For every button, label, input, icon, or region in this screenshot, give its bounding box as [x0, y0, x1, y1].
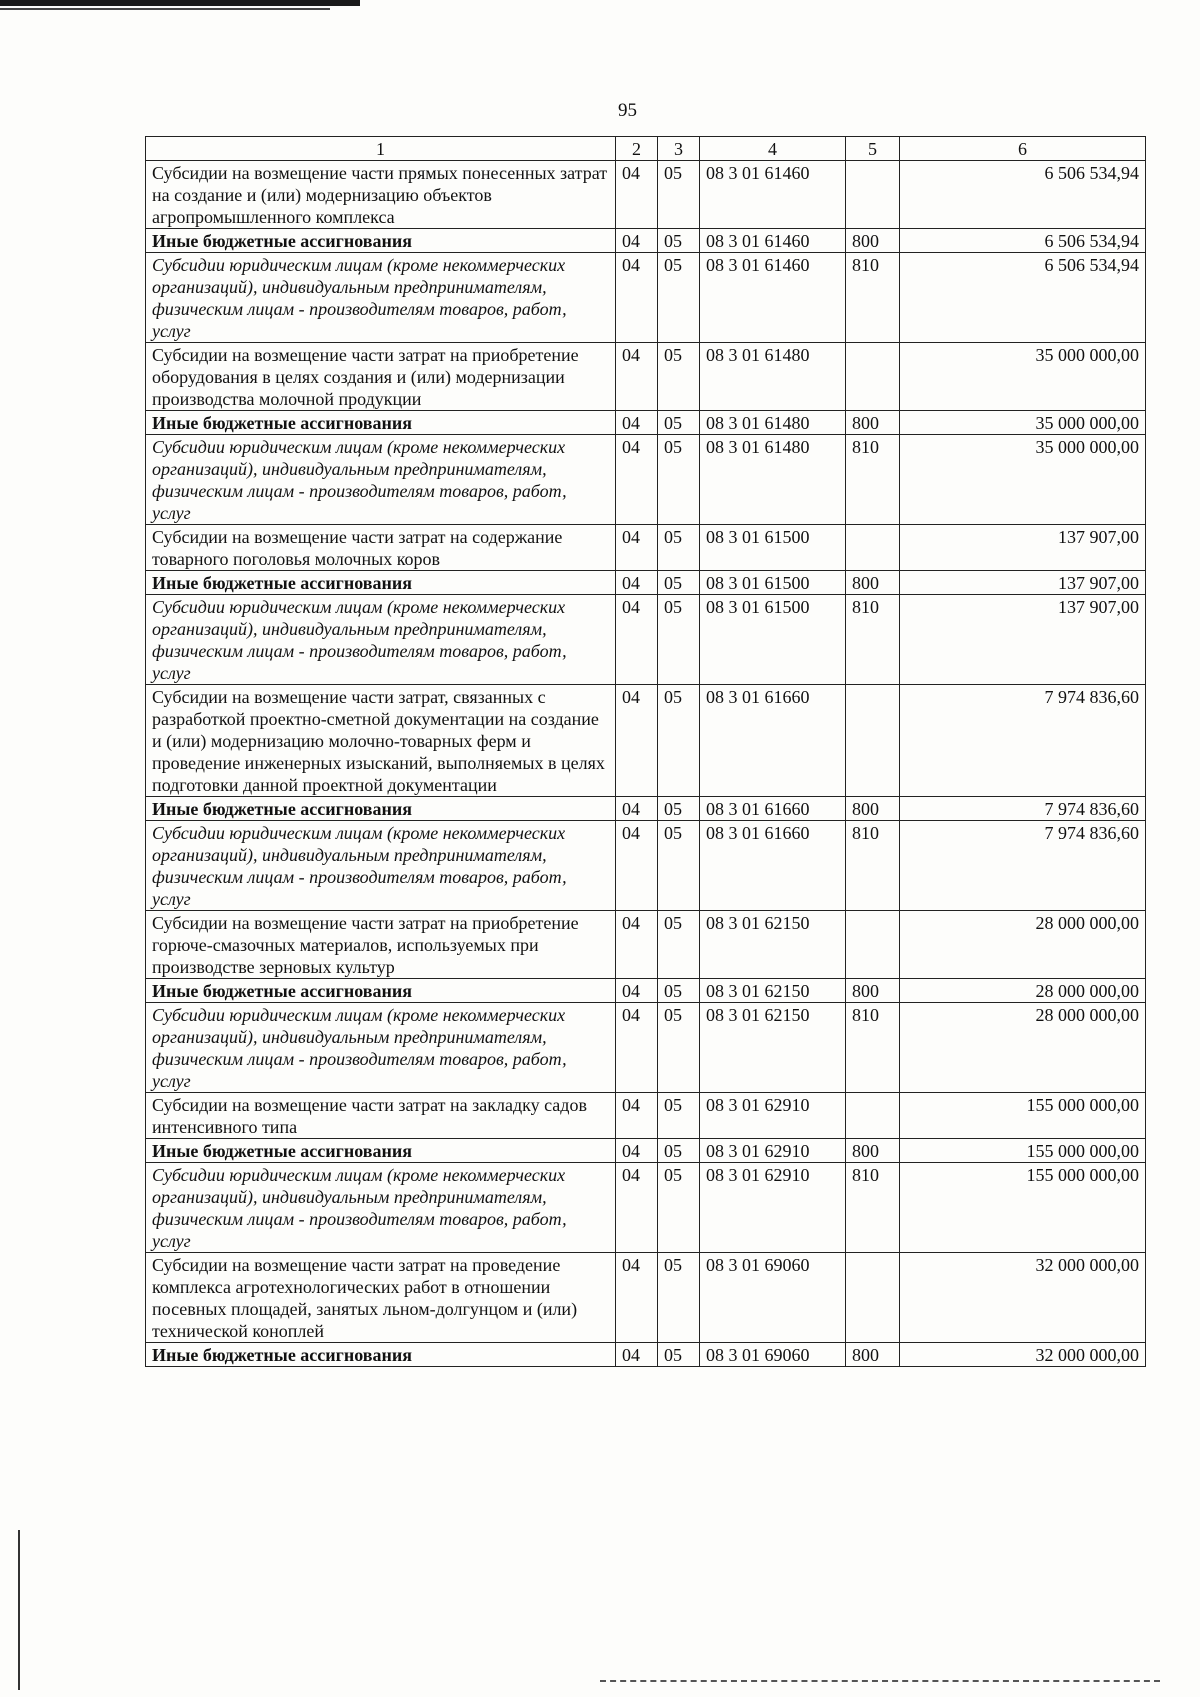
table-row — [146, 229, 1146, 253]
row-amount: 28 000 000,00 — [900, 911, 1146, 979]
row-section: 04 — [616, 229, 658, 253]
row-expense-type: 800 — [846, 797, 900, 821]
row-name: Субсидии юридическим лицам (кроме некоммерческих организаций), индивидуальным предпринимателям, физическим лицам - производителям товаров, работ, услуг — [146, 821, 616, 911]
row-target-code: 08 3 01 61660 — [700, 685, 846, 797]
row-amount: 137 907,00 — [900, 595, 1146, 685]
row-amount: 28 000 000,00 — [900, 1003, 1146, 1093]
row-amount: 35 000 000,00 — [900, 411, 1146, 435]
row-amount: 137 907,00 — [900, 525, 1146, 571]
row-subsection: 05 — [658, 595, 700, 685]
table-row — [146, 411, 1146, 435]
row-subsection: 05 — [658, 571, 700, 595]
row-expense-type: 800 — [846, 571, 900, 595]
row-target-code: 08 3 01 61660 — [700, 797, 846, 821]
table-row — [146, 821, 1146, 911]
header-col-6: 6 — [900, 137, 1146, 161]
row-expense-type — [846, 685, 900, 797]
row-name: Иные бюджетные ассигнования — [146, 1343, 616, 1367]
row-expense-type — [846, 161, 900, 229]
row-subsection: 05 — [658, 435, 700, 525]
row-target-code: 08 3 01 61500 — [700, 525, 846, 571]
row-amount: 35 000 000,00 — [900, 435, 1146, 525]
row-name: Иные бюджетные ассигнования — [146, 411, 616, 435]
table-row — [146, 797, 1146, 821]
row-name: Иные бюджетные ассигнования — [146, 1139, 616, 1163]
row-expense-type: 810 — [846, 821, 900, 911]
table-row — [146, 343, 1146, 411]
row-expense-type: 810 — [846, 595, 900, 685]
row-subsection: 05 — [658, 685, 700, 797]
row-section: 04 — [616, 1139, 658, 1163]
row-target-code: 08 3 01 61480 — [700, 411, 846, 435]
scan-artifact-line — [0, 8, 330, 10]
row-expense-type: 800 — [846, 979, 900, 1003]
row-name: Субсидии на возмещение части затрат на содержание товарного поголовья молочных коров — [146, 525, 616, 571]
row-expense-type: 800 — [846, 229, 900, 253]
row-name: Иные бюджетные ассигнования — [146, 229, 616, 253]
row-subsection: 05 — [658, 979, 700, 1003]
scan-artifact-edge — [18, 1530, 20, 1690]
row-section: 04 — [616, 979, 658, 1003]
row-name: Субсидии юридическим лицам (кроме некоммерческих организаций), индивидуальным предпринимателям, физическим лицам - производителям товаров, работ, услуг — [146, 435, 616, 525]
table-row — [146, 253, 1146, 343]
row-subsection: 05 — [658, 343, 700, 411]
row-name: Субсидии юридическим лицам (кроме некоммерческих организаций), индивидуальным предпринимателям, физическим лицам - производителям товаров, работ, услуг — [146, 595, 616, 685]
row-expense-type — [846, 911, 900, 979]
row-name: Субсидии юридическим лицам (кроме некоммерческих организаций), индивидуальным предпринимателям, физическим лицам - производителям товаров, работ, услуг — [146, 1163, 616, 1253]
row-section: 04 — [616, 911, 658, 979]
row-section: 04 — [616, 1163, 658, 1253]
row-target-code: 08 3 01 61480 — [700, 435, 846, 525]
row-target-code: 08 3 01 69060 — [700, 1253, 846, 1343]
row-name: Субсидии на возмещение части затрат, связанных с разработкой проектно-сметной документации на создание и (или) модернизацию молочно-товарных ферм и проведение инженерных изысканий, выполняемых в целях подготовки данной проектной документации — [146, 685, 616, 797]
row-name: Субсидии на возмещение части затрат на приобретение горюче-смазочных материалов, используемых при производстве зерновых культур — [146, 911, 616, 979]
row-target-code: 08 3 01 61460 — [700, 161, 846, 229]
row-name: Субсидии на возмещение части затрат на приобретение оборудования в целях создания и (или) модернизации производства молочной продукции — [146, 343, 616, 411]
table-row — [146, 911, 1146, 979]
row-subsection: 05 — [658, 229, 700, 253]
budget-table — [145, 136, 1146, 1367]
row-section: 04 — [616, 161, 658, 229]
row-target-code: 08 3 01 61460 — [700, 253, 846, 343]
row-section: 04 — [616, 1343, 658, 1367]
row-subsection: 05 — [658, 1253, 700, 1343]
row-expense-type — [846, 525, 900, 571]
row-amount: 28 000 000,00 — [900, 979, 1146, 1003]
row-target-code: 08 3 01 62150 — [700, 979, 846, 1003]
table-row — [146, 435, 1146, 525]
table-row — [146, 685, 1146, 797]
header-col-3: 3 — [658, 137, 700, 161]
table-row — [146, 1093, 1146, 1139]
row-name: Субсидии на возмещение части затрат на закладку садов интенсивного типа — [146, 1093, 616, 1139]
row-amount: 6 506 534,94 — [900, 229, 1146, 253]
row-target-code: 08 3 01 62910 — [700, 1139, 846, 1163]
row-section: 04 — [616, 411, 658, 435]
row-name: Иные бюджетные ассигнования — [146, 979, 616, 1003]
row-name: Субсидии юридическим лицам (кроме некоммерческих организаций), индивидуальным предпринимателям, физическим лицам - производителям товаров, работ, услуг — [146, 253, 616, 343]
row-expense-type: 800 — [846, 1139, 900, 1163]
row-target-code: 08 3 01 61460 — [700, 229, 846, 253]
header-col-4: 4 — [700, 137, 846, 161]
row-name: Субсидии на возмещение части прямых понесенных затрат на создание и (или) модернизацию объектов агропромышленного комплекса — [146, 161, 616, 229]
row-subsection: 05 — [658, 161, 700, 229]
row-amount: 155 000 000,00 — [900, 1093, 1146, 1139]
header-col-2: 2 — [616, 137, 658, 161]
table-row — [146, 1163, 1146, 1253]
table-row — [146, 525, 1146, 571]
row-subsection: 05 — [658, 411, 700, 435]
row-section: 04 — [616, 1003, 658, 1093]
row-subsection: 05 — [658, 1093, 700, 1139]
row-amount: 155 000 000,00 — [900, 1163, 1146, 1253]
row-amount: 32 000 000,00 — [900, 1343, 1146, 1367]
table-row — [146, 1139, 1146, 1163]
row-amount: 35 000 000,00 — [900, 343, 1146, 411]
row-target-code: 08 3 01 61500 — [700, 571, 846, 595]
header-col-5: 5 — [846, 137, 900, 161]
row-expense-type: 800 — [846, 411, 900, 435]
row-target-code: 08 3 01 61660 — [700, 821, 846, 911]
table-row — [146, 161, 1146, 229]
row-section: 04 — [616, 435, 658, 525]
row-section: 04 — [616, 343, 658, 411]
row-subsection: 05 — [658, 1343, 700, 1367]
row-expense-type — [846, 1093, 900, 1139]
row-subsection: 05 — [658, 253, 700, 343]
row-subsection: 05 — [658, 525, 700, 571]
row-target-code: 08 3 01 69060 — [700, 1343, 846, 1367]
row-name: Иные бюджетные ассигнования — [146, 571, 616, 595]
table-row — [146, 1343, 1146, 1367]
row-section: 04 — [616, 525, 658, 571]
row-amount: 7 974 836,60 — [900, 821, 1146, 911]
row-section: 04 — [616, 595, 658, 685]
table-row — [146, 1003, 1146, 1093]
table-row — [146, 571, 1146, 595]
row-name: Субсидии юридическим лицам (кроме некоммерческих организаций), индивидуальным предпринимателям, физическим лицам - производителям товаров, работ, услуг — [146, 1003, 616, 1093]
row-amount: 6 506 534,94 — [900, 161, 1146, 229]
row-section: 04 — [616, 797, 658, 821]
row-subsection: 05 — [658, 1163, 700, 1253]
row-name: Иные бюджетные ассигнования — [146, 797, 616, 821]
row-amount: 155 000 000,00 — [900, 1139, 1146, 1163]
row-subsection: 05 — [658, 1139, 700, 1163]
row-amount: 137 907,00 — [900, 571, 1146, 595]
row-target-code: 08 3 01 61500 — [700, 595, 846, 685]
row-expense-type: 810 — [846, 253, 900, 343]
table-header-row — [146, 137, 1146, 161]
row-name: Субсидии на возмещение части затрат на проведение комплекса агротехнологических работ в отношении посевных площадей, занятых льном-долгунцом и (или) технической коноплей — [146, 1253, 616, 1343]
budget-table-body — [146, 137, 1146, 1367]
row-amount: 7 974 836,60 — [900, 797, 1146, 821]
row-subsection: 05 — [658, 1003, 700, 1093]
row-amount: 6 506 534,94 — [900, 253, 1146, 343]
row-section: 04 — [616, 1093, 658, 1139]
row-section: 04 — [616, 253, 658, 343]
row-expense-type — [846, 343, 900, 411]
row-amount: 7 974 836,60 — [900, 685, 1146, 797]
row-expense-type: 810 — [846, 1163, 900, 1253]
row-amount: 32 000 000,00 — [900, 1253, 1146, 1343]
table-row — [146, 595, 1146, 685]
row-target-code: 08 3 01 62150 — [700, 1003, 846, 1093]
row-target-code: 08 3 01 62910 — [700, 1163, 846, 1253]
scan-artifact-bar — [0, 0, 360, 6]
table-row — [146, 979, 1146, 1003]
table-row — [146, 1253, 1146, 1343]
row-subsection: 05 — [658, 821, 700, 911]
row-subsection: 05 — [658, 797, 700, 821]
row-expense-type: 800 — [846, 1343, 900, 1367]
row-expense-type: 810 — [846, 1003, 900, 1093]
row-section: 04 — [616, 571, 658, 595]
row-target-code: 08 3 01 62150 — [700, 911, 846, 979]
page-number: 95 — [618, 100, 637, 121]
row-expense-type — [846, 1253, 900, 1343]
row-expense-type: 810 — [846, 435, 900, 525]
scan-artifact-dash — [600, 1680, 1160, 1684]
row-section: 04 — [616, 821, 658, 911]
header-col-1: 1 — [146, 137, 616, 161]
row-target-code: 08 3 01 61480 — [700, 343, 846, 411]
row-section: 04 — [616, 685, 658, 797]
row-target-code: 08 3 01 62910 — [700, 1093, 846, 1139]
row-subsection: 05 — [658, 911, 700, 979]
row-section: 04 — [616, 1253, 658, 1343]
